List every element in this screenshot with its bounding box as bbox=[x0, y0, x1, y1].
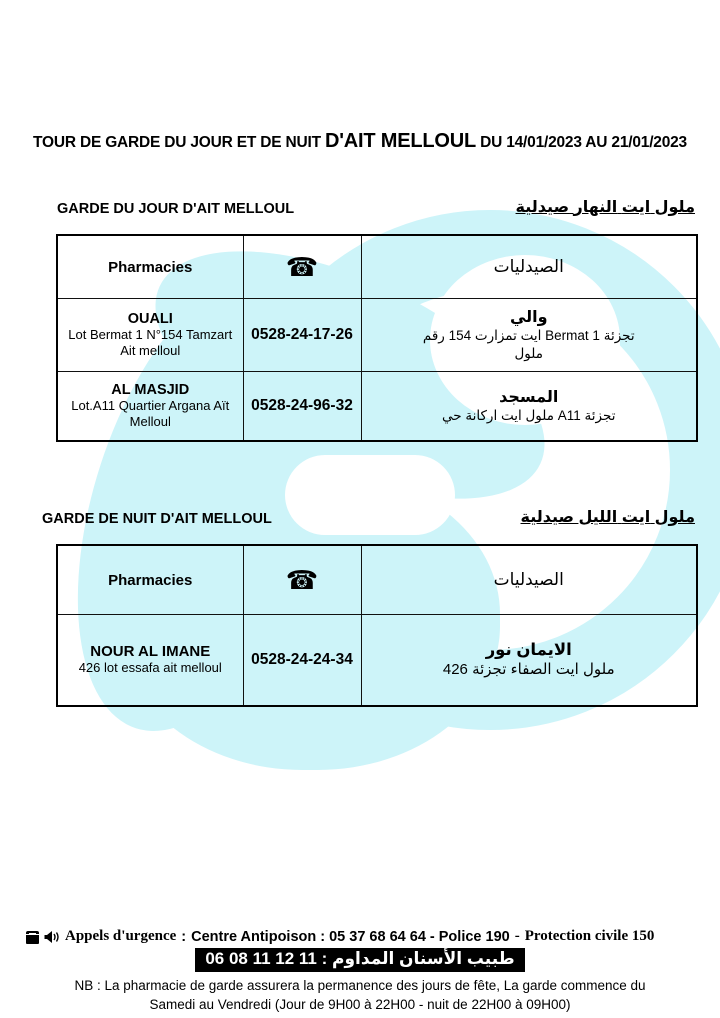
pharmacy-cell-ar bbox=[361, 372, 697, 442]
night-section-label-fr: GARDE DE NUIT D'AIT MELLOUL bbox=[42, 511, 272, 527]
title-city: D'AIT MELLOUL bbox=[324, 130, 476, 152]
speaker-icon bbox=[44, 930, 60, 944]
pharmacy-name: NOUR AL IMANE bbox=[90, 643, 211, 661]
phone-icon: ☎ bbox=[243, 545, 361, 615]
title-prefix: TOUR DE GARDE DU JOUR ET DE NUIT bbox=[33, 134, 325, 151]
emergency-line bbox=[24, 928, 696, 945]
day-section-label-ar: صيدلية النهار ايت ملول bbox=[515, 199, 695, 216]
pharmacy-address: Lot Bermat 1 N°154 Tamzart Ait melloul bbox=[68, 326, 233, 358]
pharmacy-cell-ar bbox=[361, 299, 697, 372]
emergency-numbers: Centre Antipoison : 05 37 68 64 64 - Police 190 bbox=[191, 928, 510, 945]
phone-icon bbox=[24, 929, 41, 945]
table-row bbox=[57, 615, 697, 707]
dentist-bar-wrapper bbox=[0, 948, 720, 972]
pharmacy-phone: 0528-24-17-26 bbox=[243, 299, 361, 372]
night-table-header-row bbox=[57, 545, 697, 615]
table-row bbox=[57, 372, 697, 442]
nb-line-2: Samedi au Vendredi (Jour de 9H00 à 22H00 - nuit de 22H00 à 09H00) bbox=[149, 996, 571, 1012]
emergency-colon: : bbox=[181, 928, 187, 945]
day-table-header-row bbox=[57, 235, 697, 299]
night-section-label-ar: صيدلية الليل ايت ملول bbox=[520, 509, 695, 526]
pharmacy-address-ar: حي اركانة ايت ملول A11 تجزئة bbox=[442, 407, 616, 423]
pharmacy-name-ar: المسجد bbox=[499, 388, 559, 406]
night-col-pharmacies-ar: الصيدليات bbox=[361, 545, 697, 615]
pharmacy-name-ar: والي bbox=[509, 308, 548, 326]
pharmacy-name-ar: نور الايمان bbox=[485, 640, 572, 659]
phone-icon: ☎ bbox=[243, 235, 361, 299]
dentist-on-duty-bar: 06 08 11 12 11 : طبيب الأسنان المداوم bbox=[195, 948, 524, 972]
emergency-dash: - bbox=[514, 928, 520, 944]
pharmacy-phone: 0528-24-24-34 bbox=[243, 615, 361, 707]
pharmacy-phone: 0528-24-96-32 bbox=[243, 372, 361, 442]
day-col-pharmacies-ar: الصيدليات bbox=[361, 235, 697, 299]
page-title bbox=[0, 130, 720, 153]
pharmacy-address-ar: 426 تجزئة الصفاء ايت ملول bbox=[442, 660, 615, 678]
pharmacy-cell bbox=[57, 372, 243, 442]
night-section-header bbox=[0, 507, 720, 535]
pharmacy-cell-ar bbox=[361, 615, 697, 707]
emergency-icons bbox=[24, 929, 60, 945]
pharmacy-cell bbox=[57, 299, 243, 372]
title-dates: DU 14/01/2023 AU 21/01/2023 bbox=[476, 134, 687, 151]
nb-note bbox=[0, 977, 720, 1015]
day-section-label-fr: GARDE DU JOUR D'AIT MELLOUL bbox=[57, 201, 295, 217]
pharmacy-address-ar: رقم 154 تمزارت ايت Bermat 1 تجزئة ملول bbox=[422, 327, 635, 361]
night-table bbox=[56, 544, 698, 707]
nb-line-1: NB : La pharmacie de garde assurera la permanence des jours de fête, La garde commence du bbox=[74, 978, 646, 993]
emergency-civile: Protection civile 150 bbox=[524, 928, 655, 944]
pharmacy-address: 426 lot essafa ait melloul bbox=[78, 660, 222, 676]
pharmacy-name: OUALI bbox=[127, 310, 173, 327]
day-col-pharmacies: Pharmacies bbox=[57, 235, 243, 299]
pharmacy-name: AL MASJID bbox=[111, 381, 190, 398]
emergency-label: Appels d'urgence bbox=[65, 928, 177, 944]
day-section-header bbox=[0, 197, 720, 225]
table-row bbox=[57, 299, 697, 372]
pharmacy-address: Lot.A11 Quartier Argana Aït Melloul bbox=[71, 397, 230, 429]
day-table bbox=[56, 234, 698, 442]
night-col-pharmacies: Pharmacies bbox=[57, 545, 243, 615]
pharmacy-cell bbox=[57, 615, 243, 707]
